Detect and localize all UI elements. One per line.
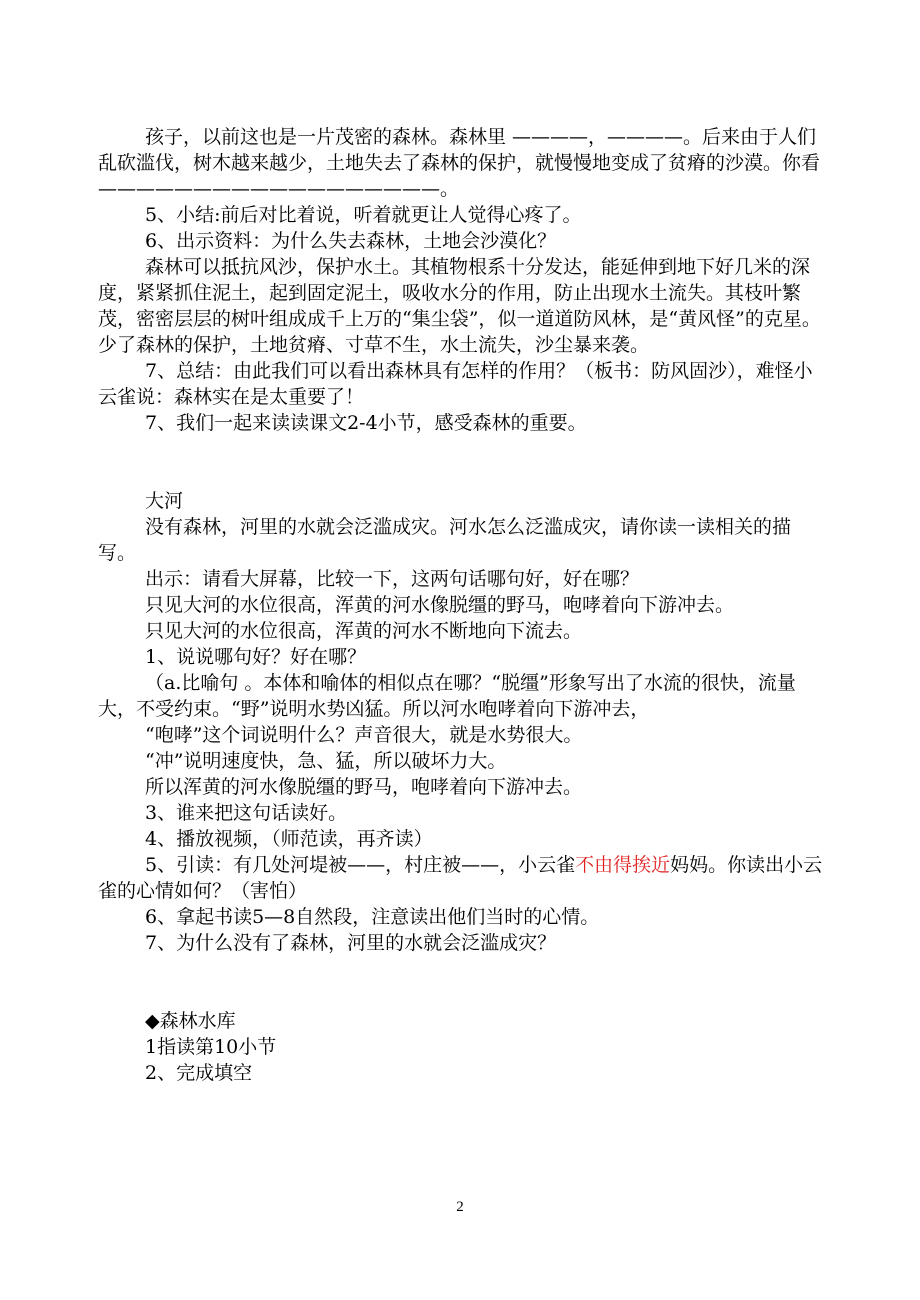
paragraph-conclusion-7: 7、总结：由此我们可以看出森林具有怎样的作用？（板书：防风固沙），难怪小云雀说：森林实在是太重要了！	[98, 360, 813, 408]
paragraph-step-6: 6、拿起书读5—8自然段，注意读出他们当时的心情。	[145, 906, 600, 928]
paragraph-show-material: 6、出示资料：为什么失去森林，土地会沙漠化？	[145, 230, 557, 252]
paragraph-read-together-7: 7、我们一起来读读课文2-4小节，感受森林的重要。	[145, 412, 587, 434]
paragraph-forest-before-after: 孩子，以前这也是一片茂密的森林。森林里 ————，————。后来由于人们乱砍滥伐，树木越来越少，土地失去了森林的保护，就慢慢地变成了贫瘠的沙漠。你看——————————————————。	[98, 126, 821, 200]
paragraph-roar-analysis: “咆哮”这个词说明什么？声音很大，就是水势很大。	[145, 724, 583, 746]
document-body	[98, 124, 828, 1086]
paragraph-forest-function: 森林可以抵抗风沙，保护水土。其植物根系十分发达，能延伸到地下好几米的深度，紧紧抓住泥土，起到固定泥土，吸收水分的作用，防止出现水土流失。其枝叶繁茂，密密层层的树叶组成成千上万的“集尘袋”，似一道道防风林，是“黄风怪”的克星。少了森林的保护，土地贫瘠、寸草不生，水土流失，沙尘暴来袭。	[98, 256, 821, 356]
paragraph-no-forest-flood: 没有森林，河里的水就会泛滥成灾。河水怎么泛滥成灾，请你读一读相关的描写。	[98, 516, 792, 564]
paragraph-summary-5: 5、小结:前后对比着说，听着就更让人觉得心疼了。	[145, 204, 582, 226]
paragraph-so-sentence: 所以浑黄的河水像脱缰的野马，咆哮着向下游冲去。	[145, 776, 583, 798]
paragraph-step-5	[98, 852, 828, 904]
paragraph-step-3: 3、谁来把这句话读好。	[145, 802, 348, 824]
page-number: 2	[456, 1199, 464, 1215]
paragraph-question-1: 1、说说哪句好？好在哪？	[145, 646, 367, 668]
paragraph-step-7: 7、为什么没有了森林，河里的水就会泛滥成灾？	[145, 932, 557, 954]
step-5-text-after: 妈妈。你读出小云雀的心情如何？（害怕）	[98, 854, 823, 902]
paragraph-sentence-b: 只见大河的水位很高，浑黄的河水不断地向下流去。	[145, 620, 583, 642]
paragraph-reservoir-step-1: 1指读第10小节	[145, 1036, 277, 1058]
highlight-phrase: 不由得挨近	[575, 854, 671, 876]
paragraph-sentence-a: 只见大河的水位很高，浑黄的河水像脱缰的野马，咆哮着向下游冲去。	[145, 594, 735, 616]
paragraph-reservoir-step-2: 2、完成填空	[145, 1062, 253, 1084]
section-heading-forest-reservoir: ◆森林水库	[145, 1010, 236, 1032]
section-heading-river: 大河	[145, 490, 184, 512]
section-gap	[98, 436, 828, 488]
paragraph-compare-sentences: 出示：请看大屏幕，比较一下，这两句话哪句好，好在哪？	[145, 568, 640, 590]
paragraph-metaphor-analysis: （a.比喻句 。本体和喻体的相似点在哪？“脱缰”形象写出了水流的很快，流量大，不受约束。“野”说明水势凶猛。所以河水咆哮着向下游冲去，	[98, 672, 796, 720]
paragraph-rush-analysis: “冲”说明速度快，急、猛，所以破坏力大。	[145, 750, 507, 772]
section-gap	[98, 956, 828, 1008]
step-5-text-before: 5、引读：有几处河堤被——，村庄被——，小云雀	[145, 854, 576, 876]
paragraph-step-4: 4、播放视频，（师范读，再齐读）	[145, 828, 433, 850]
